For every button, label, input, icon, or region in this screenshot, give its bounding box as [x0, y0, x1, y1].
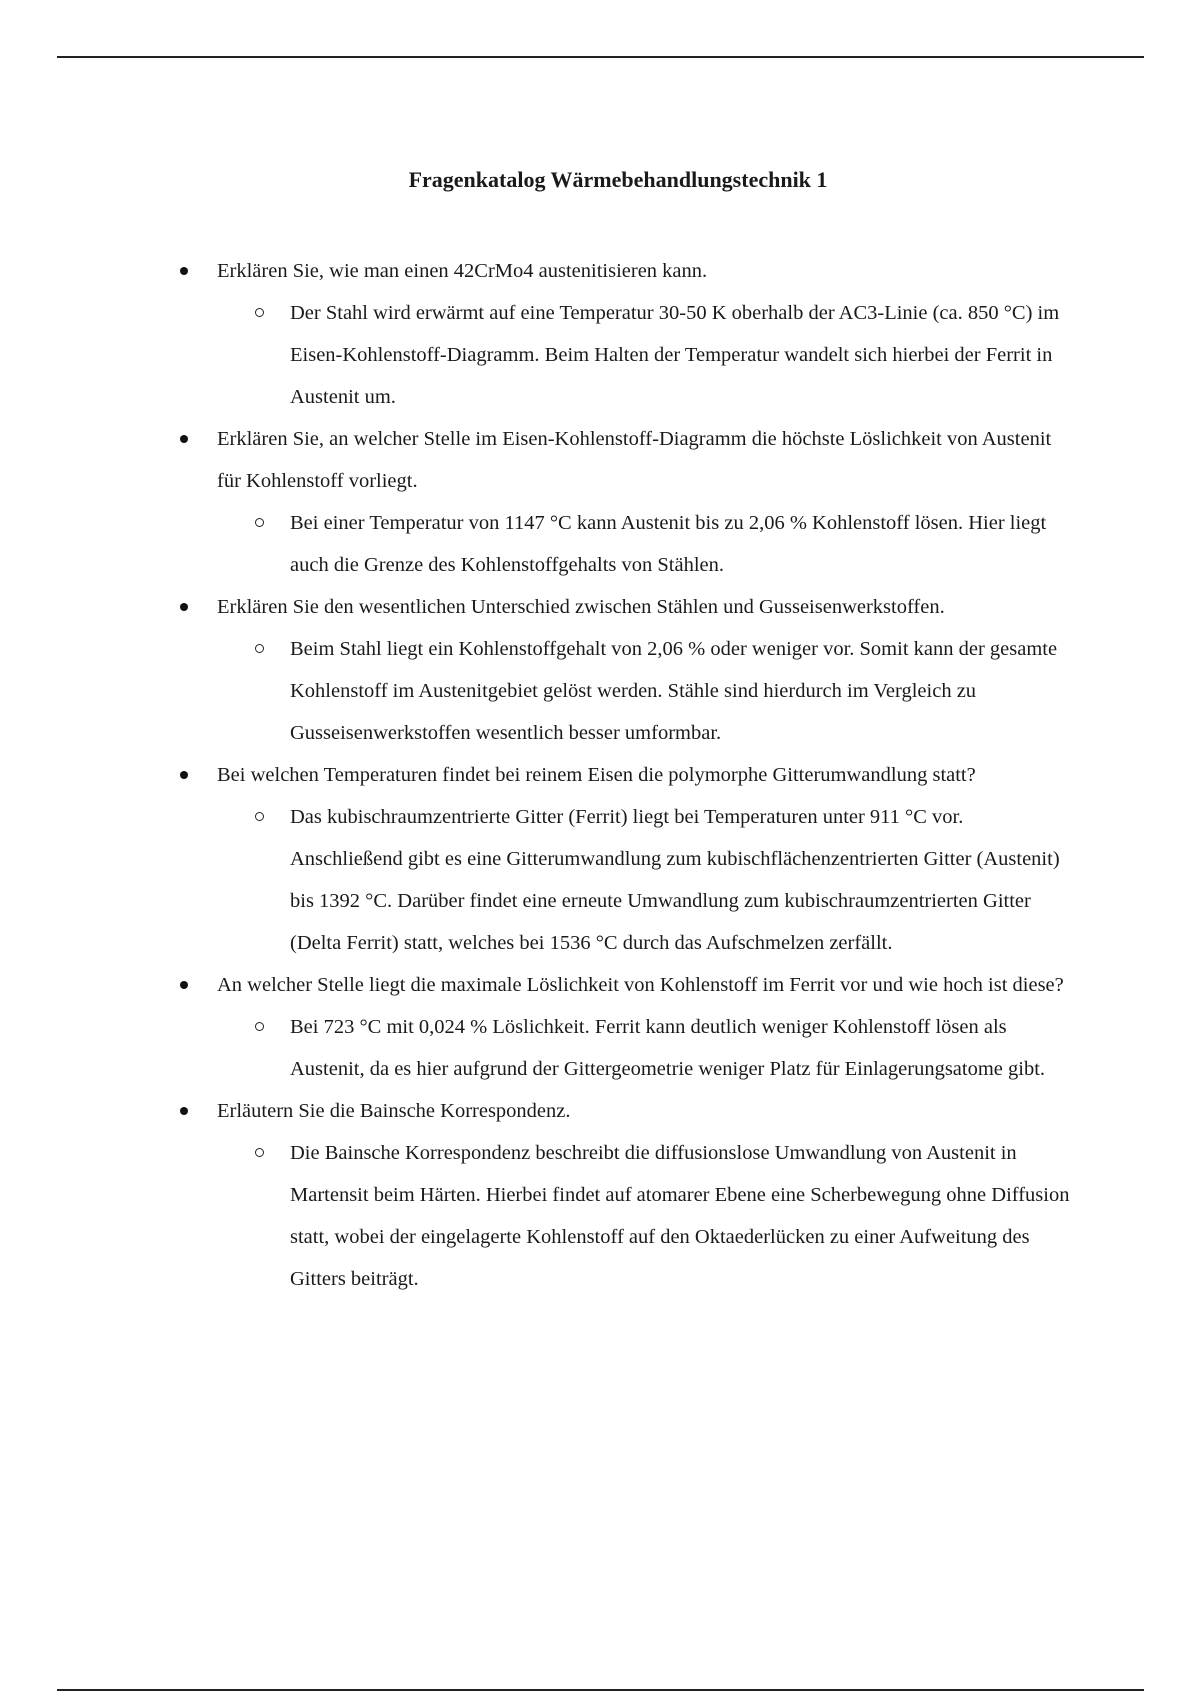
answer-text: Der Stahl wird erwärmt auf eine Temperatur 30-50 K oberhalb der AC3-Linie (ca. 850 °C) im Eisen-Kohlenstoff-Diagramm. Beim Halten der Temperatur wandelt sich hierbei der Ferrit in Austenit um. [290, 302, 1060, 408]
answer-text: Das kubischraumzentrierte Gitter (Ferrit) liegt bei Temperaturen unter 911 °C vor. Anschließend gibt es eine Gitterumwandlung zum kubischflächenzentrierten Gitter (Austenit) bis 1392 °C. Darüber findet eine erneute Umwandlung zum kubischraumzentrierten Gitter (Delta Ferrit) statt, welches bei 1536 °C durch das Aufschmelzen zerfällt. [290, 806, 1060, 954]
question-item [180, 250, 1070, 418]
question-item [180, 964, 1070, 1090]
bullet-icon [180, 771, 188, 779]
answer-list [217, 796, 1070, 964]
document-title: Fragenkatalog Wärmebehandlungstechnik 1 [408, 167, 828, 192]
circle-bullet-icon [255, 812, 264, 821]
bullet-icon [180, 981, 188, 989]
question-item [180, 586, 1070, 754]
circle-bullet-icon [255, 1022, 264, 1031]
answer-item [217, 628, 1070, 754]
bullet-icon [180, 1107, 188, 1115]
header-rule [57, 56, 1144, 58]
answer-item [217, 796, 1070, 964]
question-item [180, 754, 1070, 964]
answer-list [217, 1132, 1070, 1300]
question-item [180, 418, 1070, 586]
question-text: Bei welchen Temperaturen findet bei reinem Eisen die polymorphe Gitterumwandlung statt? [217, 764, 976, 786]
bullet-icon [180, 603, 188, 611]
answer-list [217, 628, 1070, 754]
question-text: Erklären Sie, an welcher Stelle im Eisen-Kohlenstoff-Diagramm die höchste Löslichkeit von Austenit für Kohlenstoff vorliegt. [217, 428, 1052, 492]
circle-bullet-icon [255, 518, 264, 527]
bullet-icon [180, 435, 188, 443]
answer-text: Die Bainsche Korrespondenz beschreibt die diffusionslose Umwandlung von Austenit in Martensit beim Härten. Hierbei findet auf atomarer Ebene eine Scherbewegung ohne Diffusion statt, wobei der eingelagerte Kohlenstoff auf den Oktaederlücken zu einer Aufweitung des Gitters beiträgt. [290, 1142, 1070, 1290]
bullet-icon [180, 267, 188, 275]
question-text: Erklären Sie den wesentlichen Unterschied zwischen Stählen und Gusseisenwerkstoffen. [217, 596, 945, 618]
answer-list [217, 502, 1070, 586]
answer-text: Beim Stahl liegt ein Kohlenstoffgehalt von 2,06 % oder weniger vor. Somit kann der gesamte Kohlenstoff im Austenitgebiet gelöst werden. Stähle sind hierdurch im Vergleich zu Gusseisenwerkstoffen wesentlich besser umformbar. [290, 638, 1058, 744]
answer-text: Bei einer Temperatur von 1147 °C kann Austenit bis zu 2,06 % Kohlenstoff lösen. Hier liegt auch die Grenze des Kohlenstoffgehalts von Stählen. [290, 512, 1047, 576]
circle-bullet-icon [255, 308, 264, 317]
answer-list [217, 292, 1070, 418]
footer-rule [57, 1689, 1144, 1691]
question-text: Erklären Sie, wie man einen 42CrMo4 austenitisieren kann. [217, 260, 708, 282]
question-list [180, 250, 1070, 1300]
question-text: Erläutern Sie die Bainsche Korrespondenz. [217, 1100, 571, 1122]
question-item [180, 1090, 1070, 1300]
answer-item [217, 1132, 1070, 1300]
answer-list [217, 1006, 1070, 1090]
question-text: An welcher Stelle liegt die maximale Löslichkeit von Kohlenstoff im Ferrit vor und wie hoch ist diese? [217, 974, 1064, 996]
answer-item [217, 1006, 1070, 1090]
answer-text: Bei 723 °C mit 0,024 % Löslichkeit. Ferrit kann deutlich weniger Kohlenstoff lösen als Austenit, da es hier aufgrund der Gittergeometrie weniger Platz für Einlagerungsatome gibt. [290, 1016, 1046, 1080]
circle-bullet-icon [255, 1148, 264, 1157]
answer-item [217, 502, 1070, 586]
answer-item [217, 292, 1070, 418]
circle-bullet-icon [255, 644, 264, 653]
